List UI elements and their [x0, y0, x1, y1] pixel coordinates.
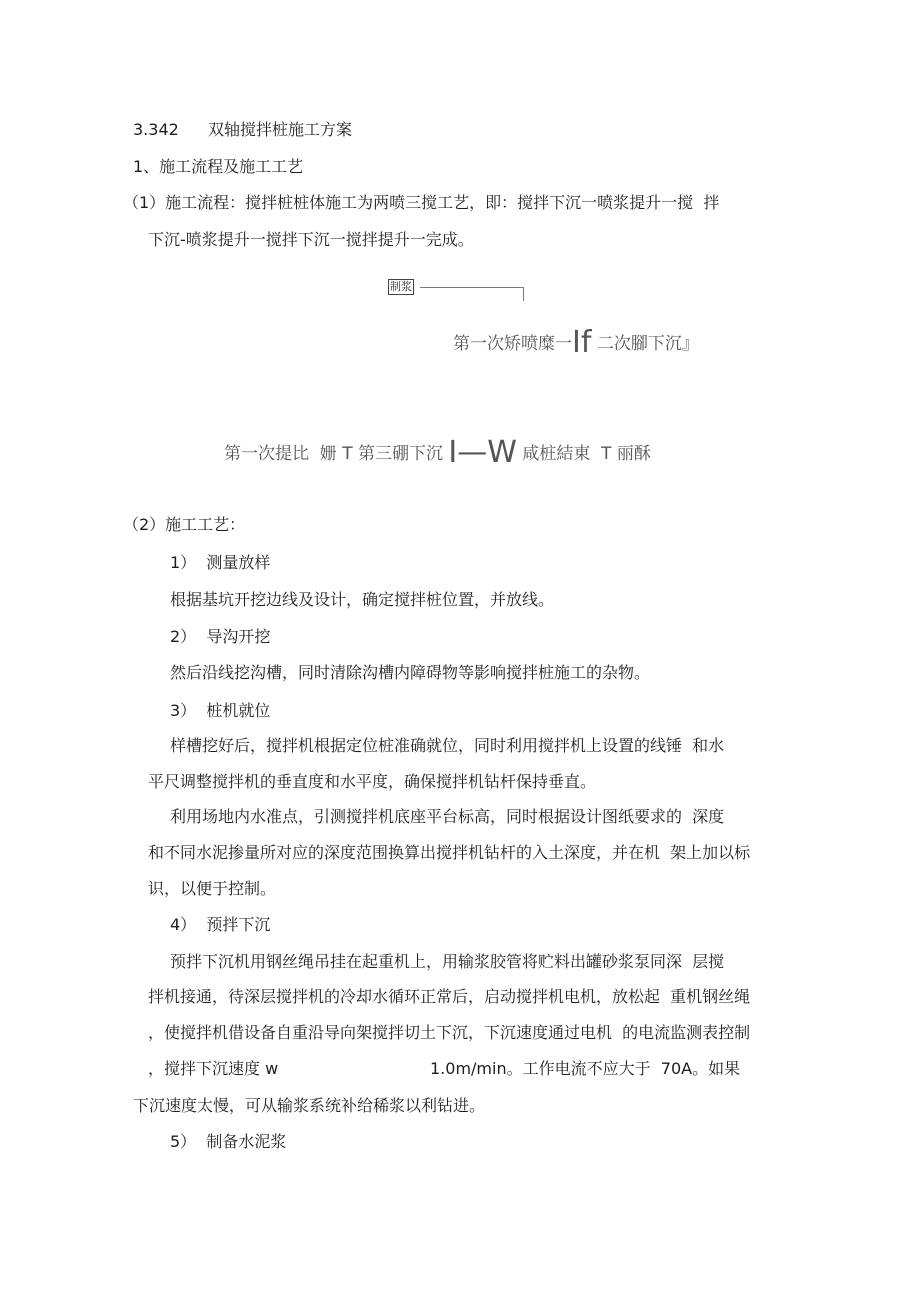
- section-title: 双轴搅拌桩施工方案: [208, 120, 353, 139]
- diagram-connector: [523, 287, 524, 301]
- paragraph-line: 识，以便于控制。: [148, 879, 277, 898]
- flow-diagram-row: [224, 435, 651, 470]
- flow-text: I—W: [448, 435, 517, 470]
- flow-diagram-row: [453, 325, 699, 360]
- paragraph-line: 根据基坑开挖边线及设计，确定搅拌桩位置，并放线。: [170, 590, 555, 609]
- step-heading: 2） 导沟开挖: [170, 627, 271, 646]
- flow-text: 第一次提比 姗 T 第三硼下沉: [224, 444, 443, 464]
- step-heading: 3） 桩机就位: [170, 701, 271, 720]
- paragraph-line: ，使搅拌机借设备自重沿导向架搅拌切土下沉，下沉速度通过电机 的电流监测表控制: [148, 1023, 751, 1042]
- paragraph-line: 利用场地内水准点，引测搅拌机底座平台标高，同时根据设计图纸要求的 深度: [170, 807, 725, 826]
- step-heading: 5） 制备水泥浆: [170, 1132, 287, 1151]
- paragraph-line: （1）施工流程：搅拌桩桩体施工为两喷三搅工艺，即：搅拌下沉一喷浆提升一搅 拌: [123, 193, 720, 212]
- paragraph-line: 和不同水泥掺量所对应的深度范围换算出搅拌机钻杆的入土深度，并在机 架上加以标: [148, 843, 751, 862]
- section-number: 3.342: [133, 120, 179, 139]
- paragraph-line: 1.0m/min。工作电流不应大于 70A。如果: [430, 1059, 741, 1078]
- paragraph-line: 然后沿线挖沟槽，同时清除沟槽内障碍物等影响搅拌桩施工的杂物。: [170, 663, 651, 682]
- diagram-connector: [420, 287, 524, 288]
- flow-text: 咸桩結東 T 丽酥: [522, 444, 651, 464]
- paragraph-line: 拌机接通，待深层搅拌机的冷却水循环正常后，启动搅拌机电机，放松起 重机钢丝绳: [148, 987, 751, 1006]
- paragraph-line: 预拌下沉机用钢丝绳吊挂在起重机上，用输浆胶管将贮料出罐砂浆泵同深 层搅: [170, 952, 725, 971]
- step-heading: 1） 测量放样: [170, 553, 271, 572]
- heading-2: （2）施工工艺：: [123, 515, 246, 534]
- paragraph-line: ，搅拌下沉速度 w: [148, 1059, 279, 1078]
- heading-1: 1、施工流程及施工工艺: [133, 157, 304, 176]
- paragraph-line: 下沉-喷浆提升一搅拌下沉一搅拌提升一完成。: [148, 230, 474, 249]
- flow-text: 二次腳下沉』: [596, 334, 699, 354]
- flow-text: If: [572, 325, 592, 360]
- diagram-box-label: 制浆: [390, 280, 412, 293]
- flow-text: 第一次矫喷糜一: [453, 334, 572, 354]
- paragraph-line: 平尺调整搅拌机的垂直度和水平度，确保搅拌机钻杆保持垂直。: [148, 772, 597, 791]
- paragraph-line: 样槽挖好后，搅拌机根据定位桩准确就位，同时利用搅拌机上设置的线锤 和水: [170, 736, 725, 755]
- step-heading: 4） 预拌下沉: [170, 915, 271, 934]
- paragraph-line: 下沉速度太慢，可从输浆系统补给稀浆以利钻进。: [133, 1096, 486, 1115]
